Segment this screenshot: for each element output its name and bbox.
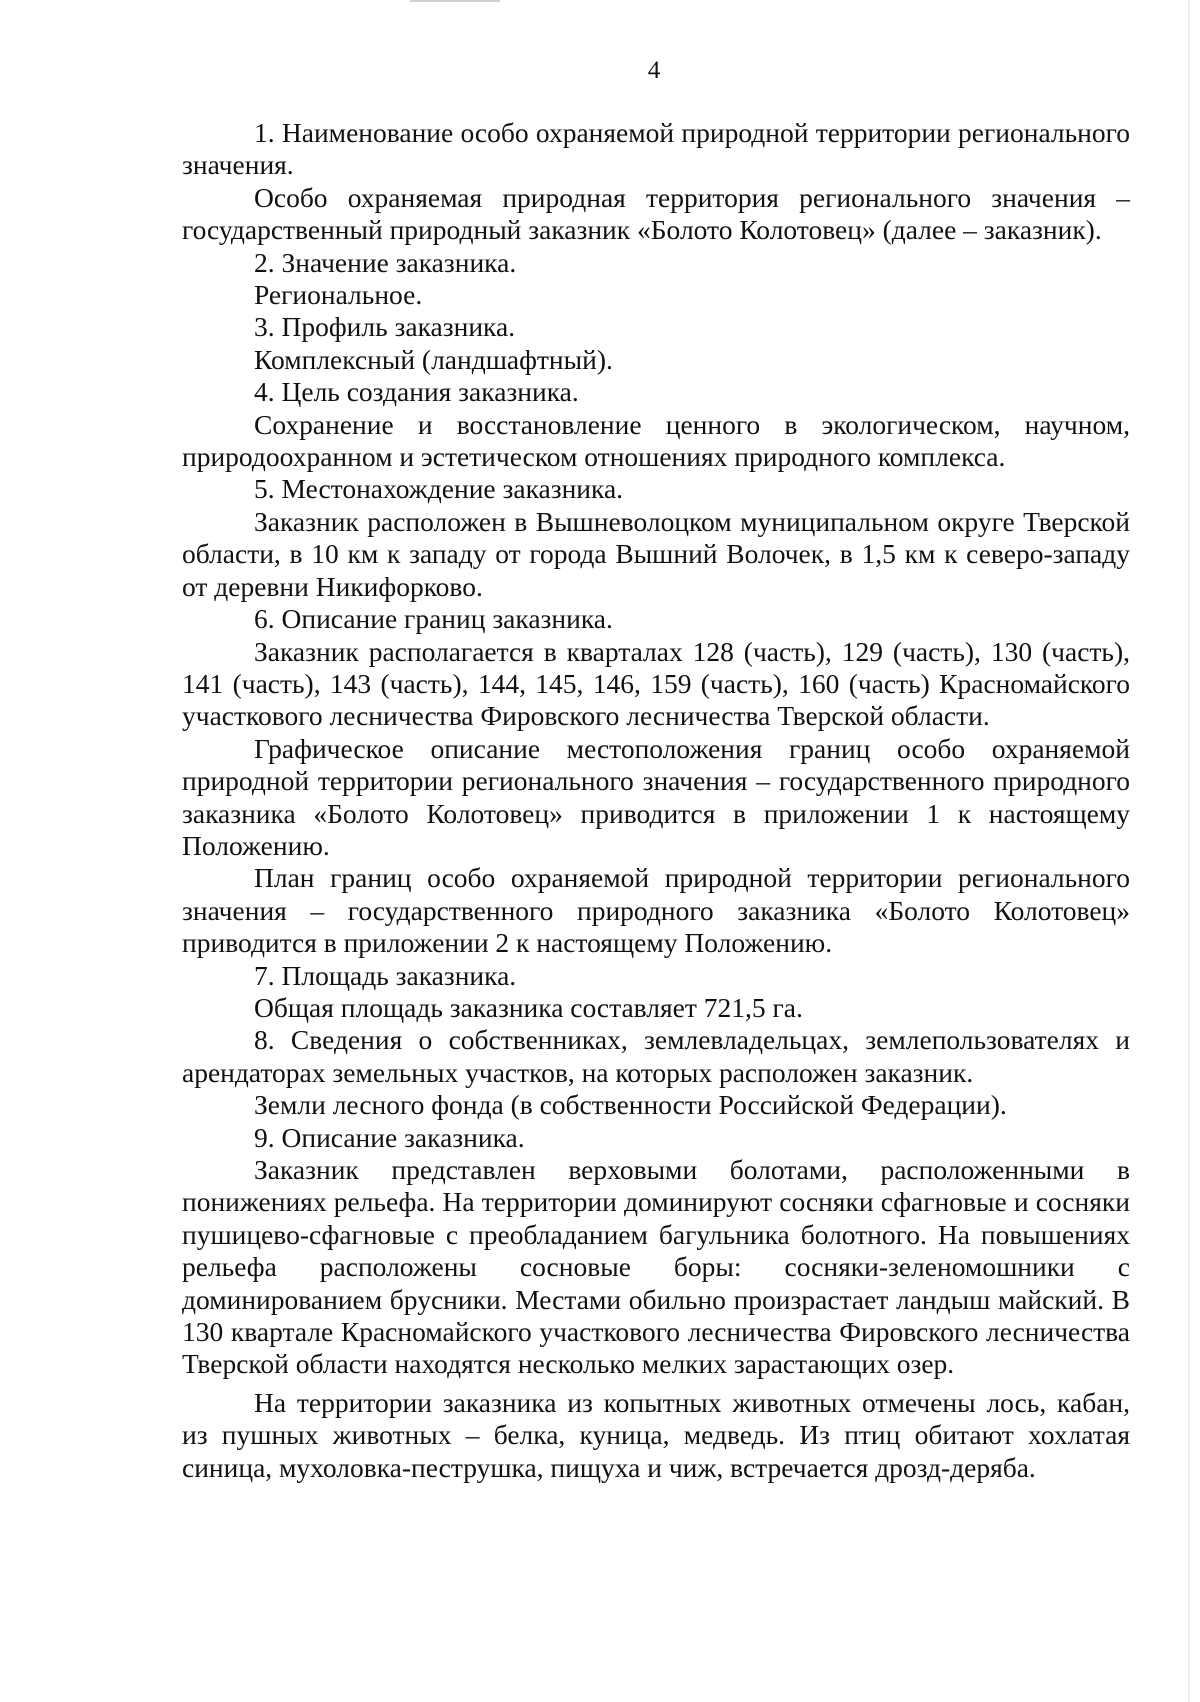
paragraph-section-2-text: Региональное. [254, 279, 423, 311]
paragraph-section-6-heading: 6. Описание границ заказника. [254, 603, 613, 635]
paragraph-section-6-plan: План границ особо охраняемой природной территории регионального значения – государственного природного заказника «Болото Колотовец» приводится в приложении 2 к настоящему Положению. [182, 862, 1130, 959]
paragraph-section-5-text: Заказник расположен в Вышневолоцком муниципальном округе Тверской области, в 10 км к западу от города Вышний Волочек, в 1,5 км к северо-западу от деревни Никифорково. [182, 505, 1130, 602]
paragraph-section-1-heading: 1. Наименование особо охраняемой природной территории регионального значения. [182, 117, 1130, 181]
page-number: 4 [647, 57, 661, 84]
paragraph-section-7-heading: 7. Площадь заказника. [254, 959, 517, 991]
paragraph-section-4-text: Сохранение и восстановление ценного в экологическом, научном, природоохранном и эстетическом отношениях природного комплекса. [182, 408, 1130, 473]
scan-edge-mark [410, 0, 500, 2]
paragraph-fauna: На территории заказника из копытных животных отмечены лось, кабан, из пушных животных – белка, куница, медведь. Из птиц обитают хохлатая синица, мухоловка-пеструшка, пищуха и чиж, встречается дрозд-деряба. [182, 1386, 1130, 1483]
paragraph-section-5-heading: 5. Местонахождение заказника. [254, 473, 624, 505]
paragraph-section-2-heading: 2. Значение заказника. [254, 246, 517, 278]
scan-edge-mark [1188, 0, 1190, 1702]
paragraph-section-3-text: Комплексный (ландшафтный). [254, 343, 613, 375]
document-body [182, 117, 1130, 1484]
paragraph-section-8-text: Земли лесного фонда (в собственности Российской Федерации). [254, 1089, 1007, 1121]
paragraph-section-6-text: Заказник располагается в кварталах 128 (часть), 129 (часть), 130 (часть), 141 (часть), 143 (часть), 144, 145, 146, 159 (часть), 160 (часть) Красномайского участкового лесничества Фировского лесничества Тверской области. [182, 635, 1130, 732]
paragraph-section-7-text: Общая площадь заказника составляет 721,5 га. [254, 991, 803, 1023]
paragraph-section-4-heading: 4. Цель создания заказника. [254, 376, 579, 408]
paragraph-section-9-text: Заказник представлен верховыми болотами, расположенными в понижениях рельефа. На территории доминируют сосняки сфагновые и сосняки пушицево-сфагновые с преобладанием багульника болотного. На повышениях рельефа расположены сосновые боры: сосняки-зеленомошники с доминированием брусники. Местами обильно произрастает ландыш майский. В 130 квартале Красномайского участкового лесничества Фировского лесничества Тверской области находятся несколько мелких зарастающих озер. [182, 1154, 1130, 1380]
paragraph-section-8-heading: 8. Сведения о собственниках, землевладельцах, землепользователях и арендаторах земельных участков, на которых расположен заказник. [182, 1024, 1130, 1088]
paragraph-section-1-text: Особо охраняемая природная территория регионального значения – государственный природный заказник «Болото Колотовец» (далее – заказник). [182, 181, 1130, 246]
paragraph-section-6-graphic-description: Графическое описание местоположения границ особо охраняемой природной территории регионального значения – государственного природного заказника «Болото Колотовец» приводится в приложении 1 к настоящему Положению. [182, 732, 1130, 861]
paragraph-section-9-heading: 9. Описание заказника. [254, 1121, 525, 1153]
paragraph-section-3-heading: 3. Профиль заказника. [254, 311, 516, 343]
